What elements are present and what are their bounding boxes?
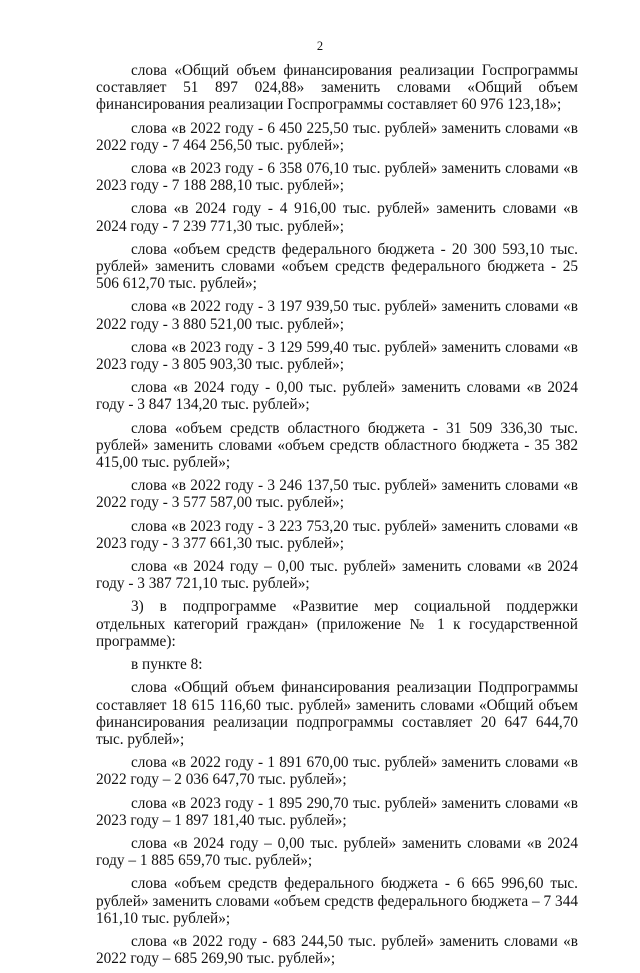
paragraph-9: слова «объем средств областного бюджета - 31 509 336,30 тыс. рублей» заменить словами «объем средств областного бюджета - 35 382 415,00 тыс. рублей»; [96, 419, 578, 472]
paragraph-15: слова «Общий объем финансирования реализации Подпрограммы составляет 18 615 116,60 тыс. рублей» заменить словами «Общий объем финансирования реализации подпрограммы составляет 20 647 644,70 тыс. рублей»; [96, 679, 578, 748]
paragraph-8: слова «в 2024 году - 0,00 тыс. рублей» заменить словами «в 2024 году - 3 847 134,20 тыс. рублей»; [96, 379, 578, 414]
paragraph-19: слова «объем средств федерального бюджета - 6 665 996,60 тыс. рублей» заменить словами «объем средств федерального бюджета – 7 344 161,10 тыс. рублей»; [96, 875, 578, 927]
paragraph-6: слова «в 2022 году - 3 197 939,50 тыс. рублей» заменить словами «в 2022 году - 3 880 521,00 тыс. рублей»; [96, 298, 578, 333]
paragraph-10: слова «в 2022 году - 3 246 137,50 тыс. рублей» заменить словами «в 2022 году - 3 577 587,00 тыс. рублей»; [96, 477, 578, 512]
paragraph-16: слова «в 2022 году - 1 891 670,00 тыс. рублей» заменить словами «в 2022 году – 2 036 647,70 тыс. рублей»; [96, 754, 578, 789]
document-body [96, 62, 578, 973]
paragraph-2: слова «в 2022 году - 6 450 225,50 тыс. рублей» заменить словами «в 2022 году - 7 464 256,50 тыс. рублей»; [96, 119, 578, 154]
paragraph-17: слова «в 2023 году - 1 895 290,70 тыс. рублей» заменить словами «в 2023 году – 1 897 181,40 тыс. рублей»; [96, 794, 578, 829]
paragraph-12: слова «в 2024 году – 0,00 тыс. рублей» заменить словами «в 2024 году - 3 387 721,10 тыс. рублей»; [96, 558, 578, 593]
paragraph-13: 3) в подпрограмме «Развитие мер социальной поддержки отдельных категорий граждан» (приложение № 1 к государственной программе): [96, 598, 578, 650]
paragraph-14: в пункте 8: [131, 656, 203, 674]
paragraph-3: слова «в 2023 году - 6 358 076,10 тыс. рублей» заменить словами «в 2023 году - 7 188 288,10 тыс. рублей»; [96, 160, 578, 195]
paragraph-20: слова «в 2022 году - 683 244,50 тыс. рублей» заменить словами «в 2022 году – 685 269,90 тыс. рублей»; [96, 932, 578, 968]
paragraph-7: слова «в 2023 году - 3 129 599,40 тыс. рублей» заменить словами «в 2023 году - 3 805 903,30 тыс. рублей»; [96, 338, 578, 374]
paragraph-5: слова «объем средств федерального бюджета - 20 300 593,10 тыс. рублей» заменить словами «объем средств федерального бюджета - 25 506 612,70 тыс. рублей»; [96, 240, 578, 293]
paragraph-1: слова «Общий объем финансирования реализации Госпрограммы составляет 51 897 024,88» заменить словами «Общий объем финансирования реализации Госпрограммы составляет 60 976 123,18»; [96, 62, 578, 114]
paragraph-4: слова «в 2024 году - 4 916,00 тыс. рублей» заменить словами «в 2024 году - 7 239 771,30 тыс. рублей»; [96, 200, 578, 235]
page-number: 2 [316, 39, 324, 53]
paragraph-18: слова «в 2024 году – 0,00 тыс. рублей» заменить словами «в 2024 году – 1 885 659,70 тыс. рублей»; [96, 834, 578, 870]
paragraph-11: слова «в 2023 году - 3 223 753,20 тыс. рублей» заменить словами «в 2023 году - 3 377 661,30 тыс. рублей»; [96, 517, 578, 552]
